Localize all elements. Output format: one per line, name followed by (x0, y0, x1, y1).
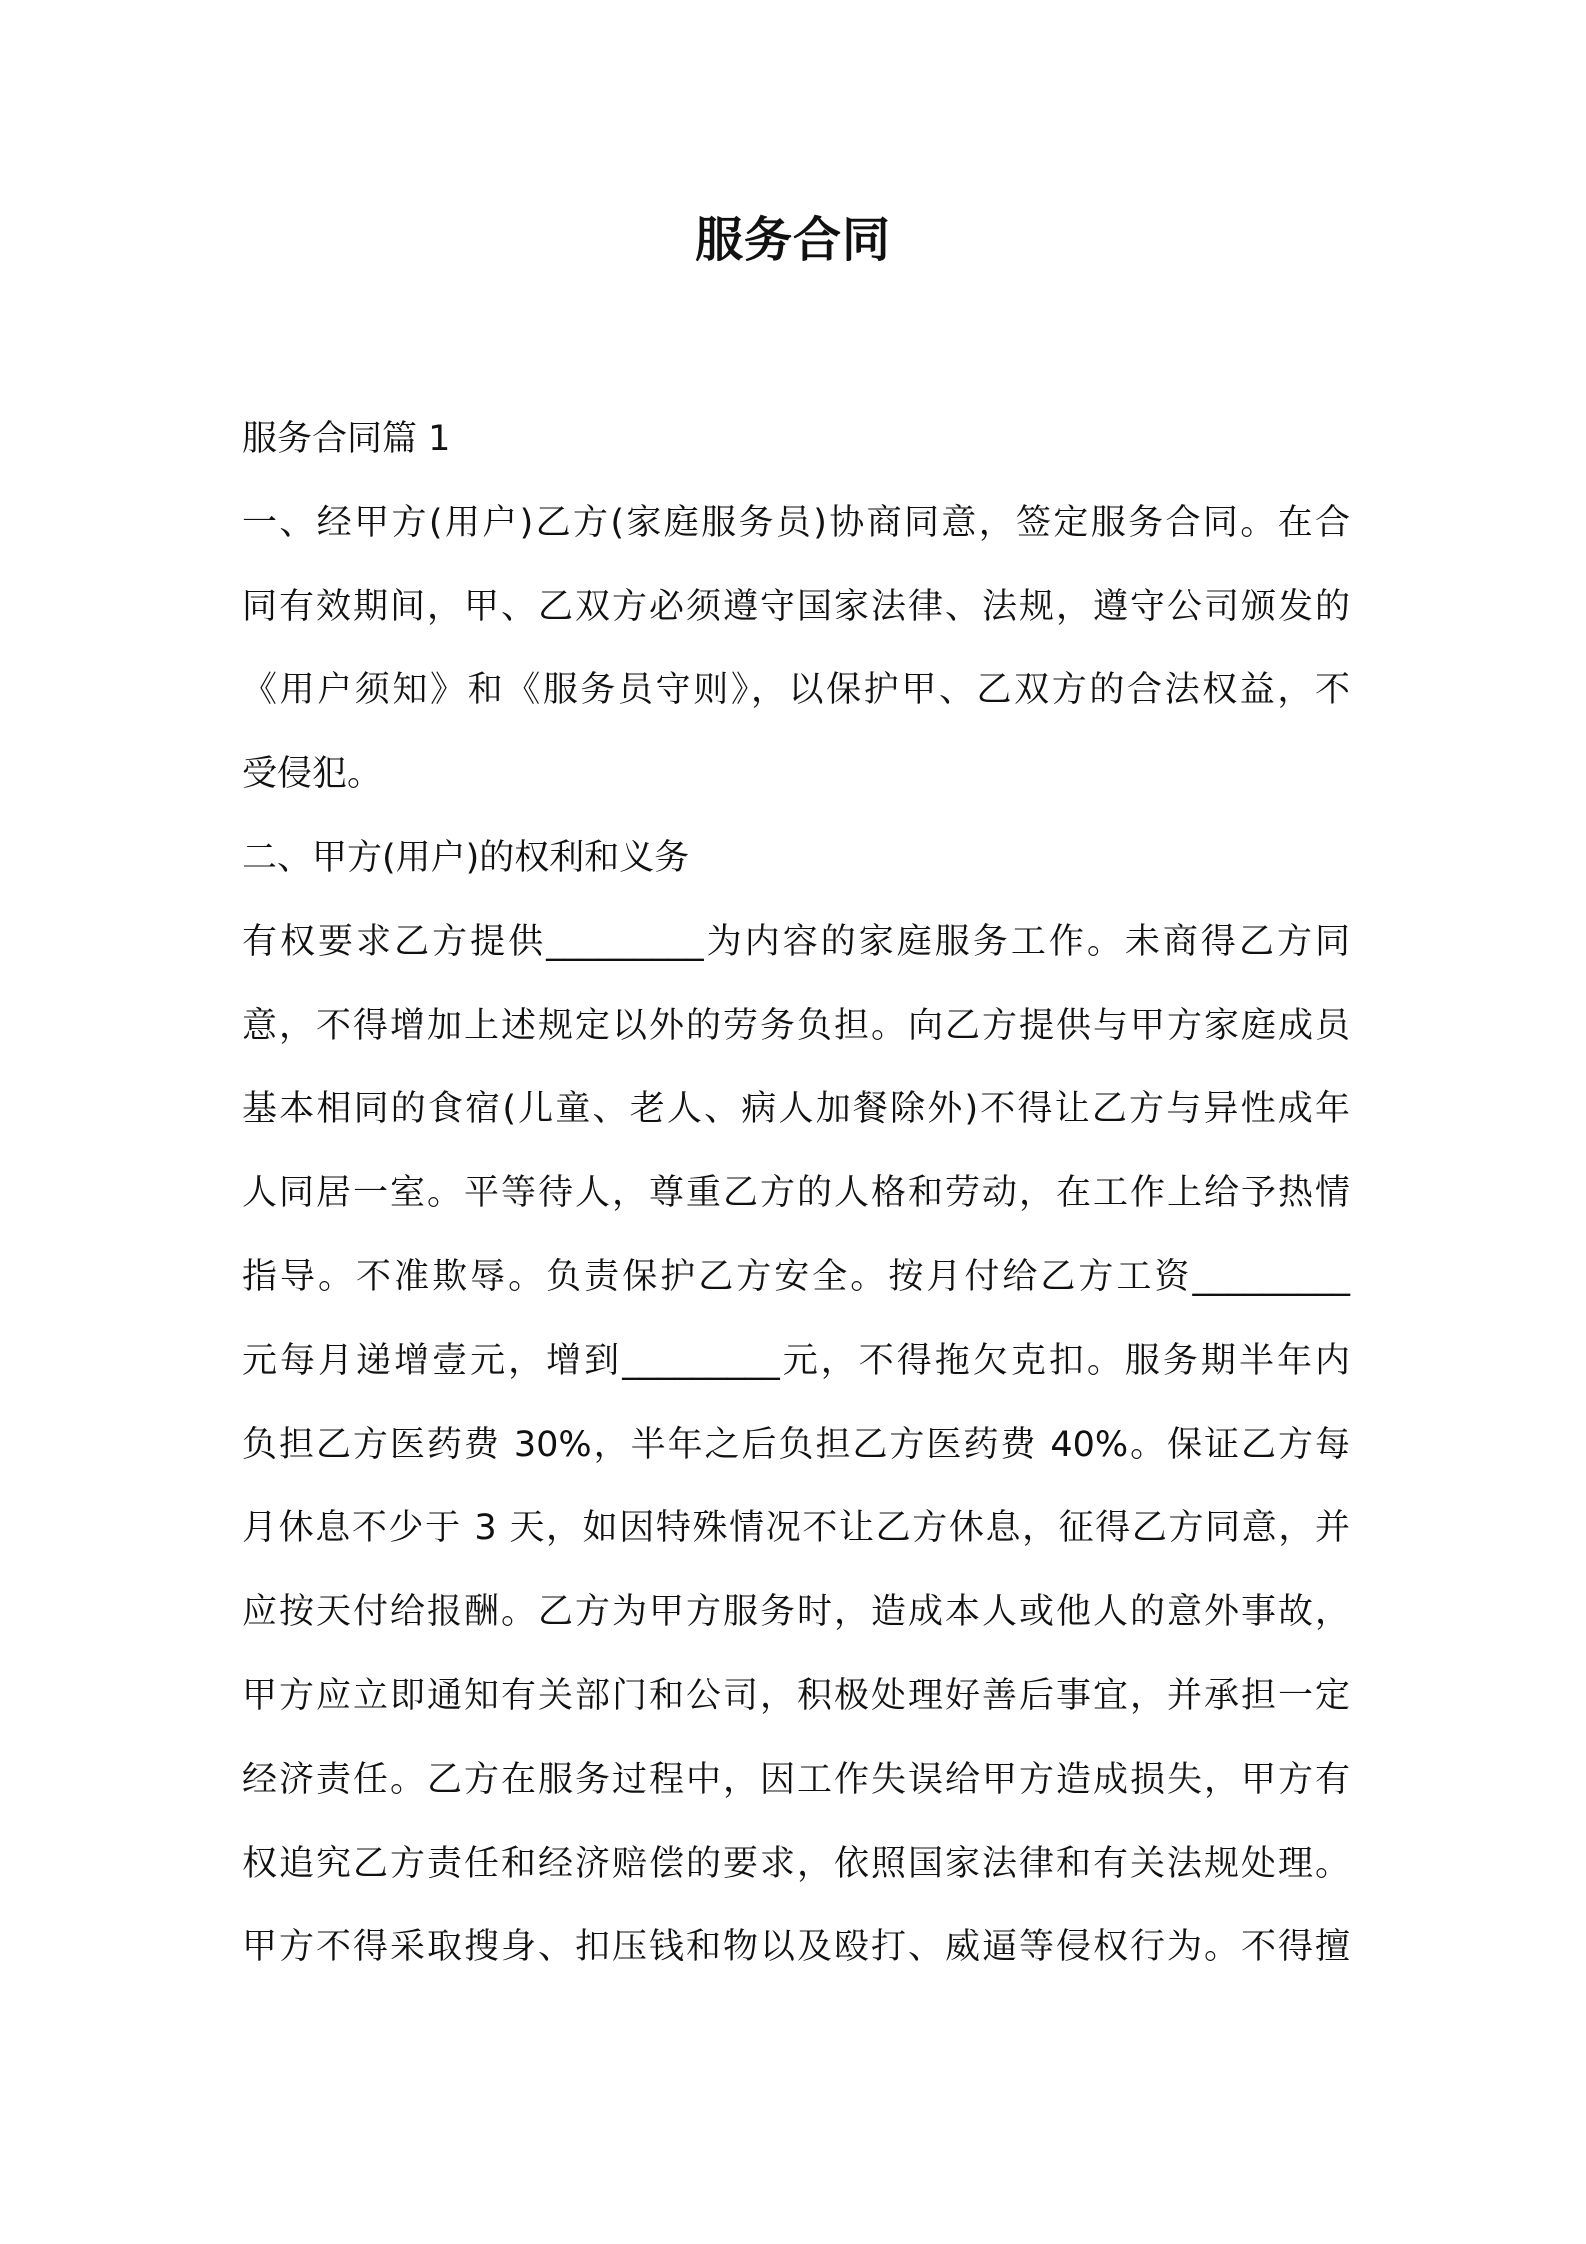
paragraph-line: 经济责任。乙方在服务过程中，因工作失误给甲方造成损失，甲方有 (242, 1759, 1350, 1800)
paragraph-line: 权追究乙方责任和经济赔偿的要求，依照国家法律和有关法规处理。 (242, 1843, 1350, 1884)
paragraph-line: 应按天付给报酬。乙方为甲方服务时，造成本人或他人的意外事故， (242, 1592, 1350, 1633)
paragraph-line: 甲方不得采取搜身、扣压钱和物以及殴打、威逼等侵权行为。不得擅 (242, 1927, 1350, 1968)
paragraph-line: 同有效期间，甲、乙双方必须遵守国家法律、法规，遵守公司颁发的 (242, 586, 1350, 627)
section-heading: 二、甲方(用户)的权利和义务 (242, 837, 690, 878)
document-body (242, 398, 1350, 1990)
paragraph-line: 月休息不少于 3 天，如因特殊情况不让乙方休息，征得乙方同意，并 (242, 1508, 1350, 1549)
paragraph-line: 意，不得增加上述规定以外的劳务负担。向乙方提供与甲方家庭成员 (242, 1005, 1350, 1046)
paragraph-line: 负担乙方医药费 30%，半年之后负担乙方医药费 40%。保证乙方每 (242, 1424, 1350, 1465)
paragraph-line: 有权要求乙方提供_________为内容的家庭服务工作。未商得乙方同 (242, 921, 1350, 962)
paragraph-line: 基本相同的食宿(儿童、老人、病人加餐除外)不得让乙方与异性成年 (242, 1089, 1350, 1130)
paragraph-line: 《用户须知》和《服务员守则》，以保护甲、乙双方的合法权益，不 (242, 670, 1350, 711)
document-title: 服务合同 (694, 212, 891, 268)
paragraph-line: 人同居一室。平等待人，尊重乙方的人格和劳动，在工作上给予热情 (242, 1173, 1350, 1214)
paragraph-line: 元每月递增壹元，增到_________元，不得拖欠克扣。服务期半年内 (242, 1340, 1350, 1381)
section-heading: 服务合同篇 1 (242, 419, 451, 459)
paragraph-line: 指导。不准欺辱。负责保护乙方安全。按月付给乙方工资_________ (242, 1256, 1350, 1297)
paragraph-line: 一、经甲方(用户)乙方(家庭服务员)协商同意，签定服务合同。在合 (242, 502, 1350, 543)
paragraph-line: 受侵犯。 (242, 754, 383, 795)
paragraph-line: 甲方应立即通知有关部门和公司，积极处理好善后事宜，并承担一定 (242, 1675, 1350, 1716)
